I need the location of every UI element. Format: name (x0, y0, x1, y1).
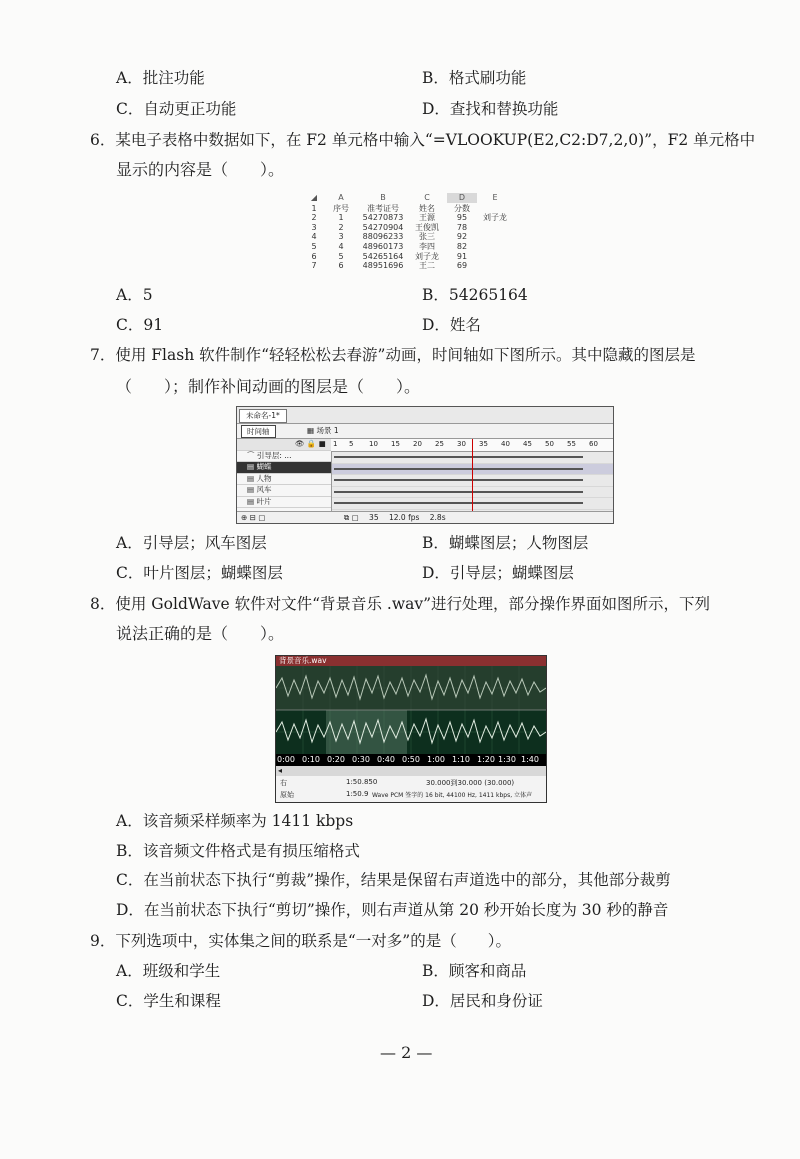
q7-option-b: B．蝴蝶图层；人物图层 (422, 534, 589, 552)
ruler-tick: 1 (333, 440, 338, 448)
q5-option-d: D．查找和替换功能 (422, 100, 559, 118)
table-row (305, 232, 515, 242)
col-header-e: E (492, 193, 498, 202)
time-tick: 1:30 (498, 755, 516, 764)
table-row (305, 252, 515, 262)
q6-stem-line1: 6．某电子表格中数据如下，在 F2 单元格中输入“=VLOOKUP(E2,C2:D7,2,0)”，F2 单元格中 (90, 131, 756, 149)
scene-label[interactable] (307, 425, 339, 437)
cell (477, 261, 513, 271)
spreadsheet-column-headers (305, 193, 515, 203)
status-format: Wave PCM 签字的 16 bit, 44100 Hz, 1411 kbps, 立体声 (372, 792, 533, 799)
goldwave-screenshot (275, 655, 547, 803)
layer-name: 引导层: ... (256, 450, 292, 460)
cell: 王源 (419, 213, 435, 223)
layer-icon: ▤ (247, 473, 257, 483)
cell (477, 242, 513, 252)
col-header-c: C (424, 193, 430, 202)
cell: 刘子龙 (415, 251, 439, 261)
cell: 张三 (419, 232, 435, 242)
q8-option-c: C．在当前状态下执行“剪裁”操作，结果是保留右声道选中的部分，其他部分裁剪 (116, 871, 671, 889)
time-tick: 0:40 (377, 755, 395, 764)
q7-stem-line1: 7．使用 Flash 软件制作“轻轻松松去春游”动画，时间轴如下图所示。其中隐藏的图层是 (90, 346, 696, 364)
col-header-a: A (338, 193, 344, 202)
status-duration: 1:50.850 (346, 778, 378, 786)
flash-timeline-screenshot (236, 406, 614, 524)
cell: 4 (338, 241, 344, 251)
tween-span (334, 502, 583, 504)
col-header-d: D (447, 193, 477, 203)
ruler-tick: 15 (391, 440, 400, 448)
q7-option-d: D．引导层；蝴蝶图层 (422, 564, 574, 582)
row-number: 1 (311, 203, 317, 213)
time-axis (276, 754, 546, 766)
q9-option-a: A．班级和学生 (116, 962, 221, 980)
guide-layer-icon: ⌒ (247, 450, 257, 460)
scroll-left-icon[interactable]: ◂ (278, 766, 283, 775)
layer-person[interactable] (237, 474, 331, 486)
layer-name: 风车 (256, 485, 272, 494)
q6-option-a: A．5 (116, 286, 153, 304)
row-number: 2 (311, 213, 317, 223)
layer-icon: ▤ (247, 496, 257, 506)
q6-option-c: C．91 (116, 316, 164, 334)
cell: 姓名 (419, 203, 435, 213)
cell: 2 (338, 222, 344, 232)
layer-name: 蝴蝶 (256, 462, 272, 471)
cell: 6 (338, 261, 344, 271)
q9-option-d: D．居民和身份证 (422, 992, 543, 1010)
cell: 54265164 (362, 251, 404, 261)
layer-buttons-icon[interactable]: ⊕ ⊟ ▢ (241, 513, 266, 522)
cell: 82 (456, 241, 468, 251)
q5-option-a: A．批注功能 (116, 69, 205, 87)
cell (477, 252, 513, 262)
cell: 分数 (454, 203, 470, 213)
q6-option-b: B．54265164 (422, 286, 528, 304)
q8-stem-line2: 说法正确的是（ ）。 (116, 624, 285, 643)
q8-option-d: D．在当前状态下执行“剪切”操作，则右声道从第 20 秒开始长度为 30 秒的静音 (116, 901, 669, 919)
ruler-tick: 5 (349, 440, 354, 448)
cell: 准考证号 (367, 203, 399, 213)
cell (477, 223, 513, 233)
q8-option-b: B．该音频文件格式是有损压缩格式 (116, 842, 360, 860)
cell: 5 (338, 251, 344, 261)
ruler-tick: 45 (523, 440, 532, 448)
q6-option-d: D．姓名 (422, 316, 481, 334)
table-row (305, 261, 515, 271)
cell: 48960173 (362, 241, 404, 251)
scene-name: 场景 1 (316, 426, 339, 435)
row-number: 6 (311, 251, 317, 261)
onion-icon[interactable]: ⧉ ▢ (343, 513, 359, 522)
ruler-tick: 60 (589, 440, 598, 448)
status-label-original: 原始 (280, 791, 294, 799)
ruler-tick: 50 (545, 440, 554, 448)
tween-span (334, 456, 583, 458)
q5-option-b: B．格式刷功能 (422, 69, 527, 87)
status-label-right: 右 (280, 779, 287, 787)
cell: 92 (456, 232, 468, 242)
time-tick: 0:50 (402, 755, 420, 764)
ruler-tick: 20 (413, 440, 422, 448)
corner-cell: ◢ (310, 193, 318, 202)
ruler-tick: 30 (457, 440, 466, 448)
q8-stem-line1: 8．使用 GoldWave 软件对文件“背景音乐 .wav”进行处理，部分操作界面如图所示，下列 (90, 595, 711, 613)
time-tick: 0:20 (327, 755, 345, 764)
layer-guide[interactable] (237, 451, 331, 463)
row-number: 5 (311, 241, 317, 251)
layer-name: 人物 (256, 473, 272, 483)
table-row (305, 204, 515, 214)
ruler-tick: 35 (479, 440, 488, 448)
cell: 88096233 (362, 232, 404, 242)
current-frame: 35 (369, 513, 379, 522)
table-row (305, 213, 515, 223)
q5-option-c: C．自动更正功能 (116, 100, 237, 118)
timeline-button[interactable]: 时间轴 (241, 425, 276, 438)
col-header-b: B (380, 193, 386, 202)
document-tab[interactable]: 未命名-1* (239, 409, 287, 423)
layer-icon: ▤ (247, 485, 257, 494)
row-number: 3 (311, 222, 317, 232)
q7-stem-line2: （ ）；制作补间动画的图层是（ ）。 (116, 377, 421, 396)
layer-leaf[interactable] (237, 497, 331, 509)
scene-icon: ▦ (307, 426, 317, 435)
tween-span (334, 468, 583, 470)
time-tick: 1:40 (521, 755, 539, 764)
ruler-tick: 55 (567, 440, 576, 448)
layer-windmill[interactable] (237, 485, 331, 497)
q9-stem: 9．下列选项中，实体集之间的联系是“一对多”的是（ ）。 (90, 932, 511, 950)
cell: 95 (456, 213, 468, 223)
cell (477, 232, 513, 242)
cell (477, 204, 513, 214)
cell: 78 (456, 222, 468, 232)
time-tick: 1:20 (477, 755, 495, 764)
time-tick: 1:10 (452, 755, 470, 764)
layer-icon: ▤ (247, 462, 257, 471)
table-row (305, 223, 515, 233)
spreadsheet-table (305, 193, 515, 273)
ruler-tick: 25 (435, 440, 444, 448)
cell: 序号 (333, 203, 349, 213)
ruler-tick: 10 (369, 440, 378, 448)
eye-lock-icons: 👁 🔒 ■ (295, 439, 326, 448)
ruler-tick: 40 (501, 440, 510, 448)
time-tick: 0:10 (302, 755, 320, 764)
cell: 王二 (419, 261, 435, 271)
cell: 李四 (419, 241, 435, 251)
status-selection: 30.000到30.000 (30.000) (426, 779, 515, 787)
row-number: 4 (311, 232, 317, 242)
cell: 69 (456, 261, 468, 271)
cell: 刘子龙 (483, 213, 507, 223)
table-row (305, 242, 515, 252)
elapsed-time: 2.8s (429, 513, 446, 522)
timeline-status-bar (237, 511, 613, 523)
goldwave-title: 背景音乐.wav (276, 656, 547, 666)
row-number: 7 (311, 261, 317, 271)
cell: 91 (456, 251, 468, 261)
q9-option-b: B．顾客和商品 (422, 962, 527, 980)
cell: 1 (338, 213, 344, 223)
time-tick: 0:00 (277, 755, 295, 764)
layer-panel (237, 439, 332, 513)
layer-name: 叶片 (256, 496, 272, 506)
q6-stem-line2: 显示的内容是（ ）。 (116, 160, 285, 179)
horizontal-scrollbar[interactable] (276, 766, 546, 776)
cell: 王俊凯 (415, 222, 439, 232)
cell: 54270904 (362, 222, 404, 232)
waveform[interactable] (276, 666, 546, 754)
cell: 54270873 (362, 213, 404, 223)
tween-span (334, 479, 583, 481)
cell: 3 (338, 232, 344, 242)
goldwave-status-bar (276, 776, 546, 802)
q7-option-c: C．叶片图层；蝴蝶图层 (116, 564, 283, 582)
q7-option-a: A．引导层；风车图层 (116, 534, 267, 552)
page-number: — 2 — (380, 1043, 433, 1062)
status-original-duration: 1:50.9 (346, 790, 369, 798)
q8-option-a: A．该音频采样频率为 1411 kbps (116, 812, 354, 830)
time-tick: 1:00 (427, 755, 445, 764)
frame-rate: 12.0 fps (388, 513, 420, 522)
timeline-toolbar (237, 423, 613, 439)
layer-header (237, 439, 331, 451)
playhead[interactable] (472, 439, 473, 513)
time-tick: 0:30 (352, 755, 370, 764)
cell: 48951696 (362, 261, 404, 271)
tween-span (334, 491, 583, 493)
q9-option-c: C．学生和课程 (116, 992, 221, 1010)
layer-butterfly[interactable] (237, 462, 331, 474)
